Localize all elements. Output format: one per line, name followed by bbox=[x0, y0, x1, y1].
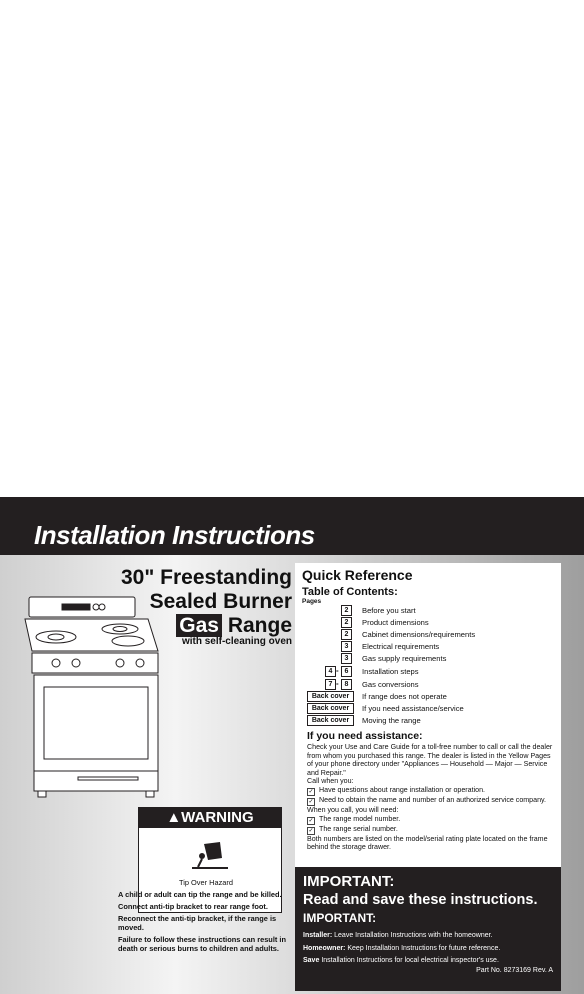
checklist-item: ✓ Need to obtain the name and number of an authorized service company. bbox=[308, 795, 547, 805]
warning-text bbox=[118, 878, 294, 956]
document-title: Installation Instructions bbox=[34, 520, 315, 550]
warning-line: Reconnect the anti-tip bracket, if the range is moved. bbox=[118, 914, 277, 932]
toc-row: Back cover If you need assistance/service bbox=[295, 703, 561, 715]
toc-row: 3 Electrical requirements bbox=[295, 641, 561, 653]
product-title-line1: 30" Freestanding bbox=[120, 566, 292, 589]
quick-reference-title: Quick Reference bbox=[302, 567, 413, 583]
checkbox-icon: ✓ bbox=[308, 817, 314, 824]
product-subtitle: with self-cleaning oven bbox=[181, 636, 292, 647]
important-list bbox=[303, 930, 555, 968]
call-when-label: Call when you: bbox=[307, 777, 354, 786]
warning-line: Connect anti-tip bracket to rear range foot. bbox=[118, 902, 268, 911]
range-illustration bbox=[22, 593, 172, 803]
assistance-text bbox=[307, 743, 555, 852]
product-title-line2: Sealed Burner bbox=[149, 590, 292, 613]
assistance-footer: Both numbers are listed on the model/serial rating plate located on the frame behind the storage drawer. bbox=[307, 834, 548, 852]
need-label: When you call, you will need: bbox=[307, 805, 399, 814]
checkbox-icon: ✓ bbox=[308, 788, 314, 795]
part-number: Part No. 8273169 Rev. A bbox=[476, 967, 553, 974]
important-subheading: IMPORTANT: bbox=[303, 911, 377, 925]
tip-over-icon bbox=[190, 840, 230, 870]
checklist-item: ✓ The range model number. bbox=[308, 814, 401, 824]
warning-heading: ▲WARNING bbox=[139, 808, 281, 828]
checklist-item: ✓ Have questions about range installation or operation. bbox=[308, 785, 486, 795]
important-panel bbox=[295, 867, 561, 991]
important-heading: IMPORTANT: bbox=[303, 873, 395, 890]
toc-row: 2 Cabinet dimensions/requirements bbox=[295, 629, 561, 641]
important-item: Installer: Leave Installation Instructions with the homeowner. bbox=[303, 932, 493, 939]
toc-row: Back cover Moving the range bbox=[295, 715, 561, 727]
toc-row: 7 - 8 Gas conversions bbox=[295, 679, 561, 691]
read-save-heading: Read and save these instructions. bbox=[303, 892, 538, 908]
toc-row: 2 Product dimensions bbox=[295, 617, 561, 629]
checklist-item: ✓ The range serial number. bbox=[308, 824, 398, 834]
quick-reference-panel bbox=[295, 563, 561, 867]
checkbox-icon: ✓ bbox=[308, 798, 314, 805]
toc-row: Back cover If range does not operate bbox=[295, 691, 561, 703]
pages-label: Pages bbox=[302, 598, 322, 605]
checkbox-icon: ✓ bbox=[308, 827, 314, 834]
toc-row: 3 Gas supply requirements bbox=[295, 653, 561, 665]
warning-line: A child or adult can tip the range and be killed. bbox=[118, 890, 282, 899]
assistance-intro: Check your Use and Care Guide for a toll-free number to call or call the dealer from whom you purchased this range. The dealer is listed in the Yellow Pages of your phone directory under "Appliances — Household — Major — Service and Repair." bbox=[307, 743, 553, 777]
gas-label: Gas bbox=[176, 614, 222, 637]
range-label: Range bbox=[227, 614, 292, 637]
toc-row: 2 Before you start bbox=[295, 605, 561, 617]
warning-caption: Tip Over Hazard bbox=[179, 878, 233, 887]
toc-heading: Table of Contents: bbox=[302, 586, 398, 598]
important-item: Homeowner: Keep Installation Instructions for future reference. bbox=[303, 944, 501, 952]
warning-line: Failure to follow these instructions can result in death or serious burns to children and adults. bbox=[118, 935, 286, 953]
warning-triangle-icon: ▲ bbox=[166, 809, 182, 826]
important-item: Save Installation Instructions for local electrical inspector's use. bbox=[303, 957, 499, 964]
assistance-heading: If you need assistance: bbox=[307, 730, 423, 742]
toc-row: 4 - 6 Installation steps bbox=[295, 666, 561, 678]
